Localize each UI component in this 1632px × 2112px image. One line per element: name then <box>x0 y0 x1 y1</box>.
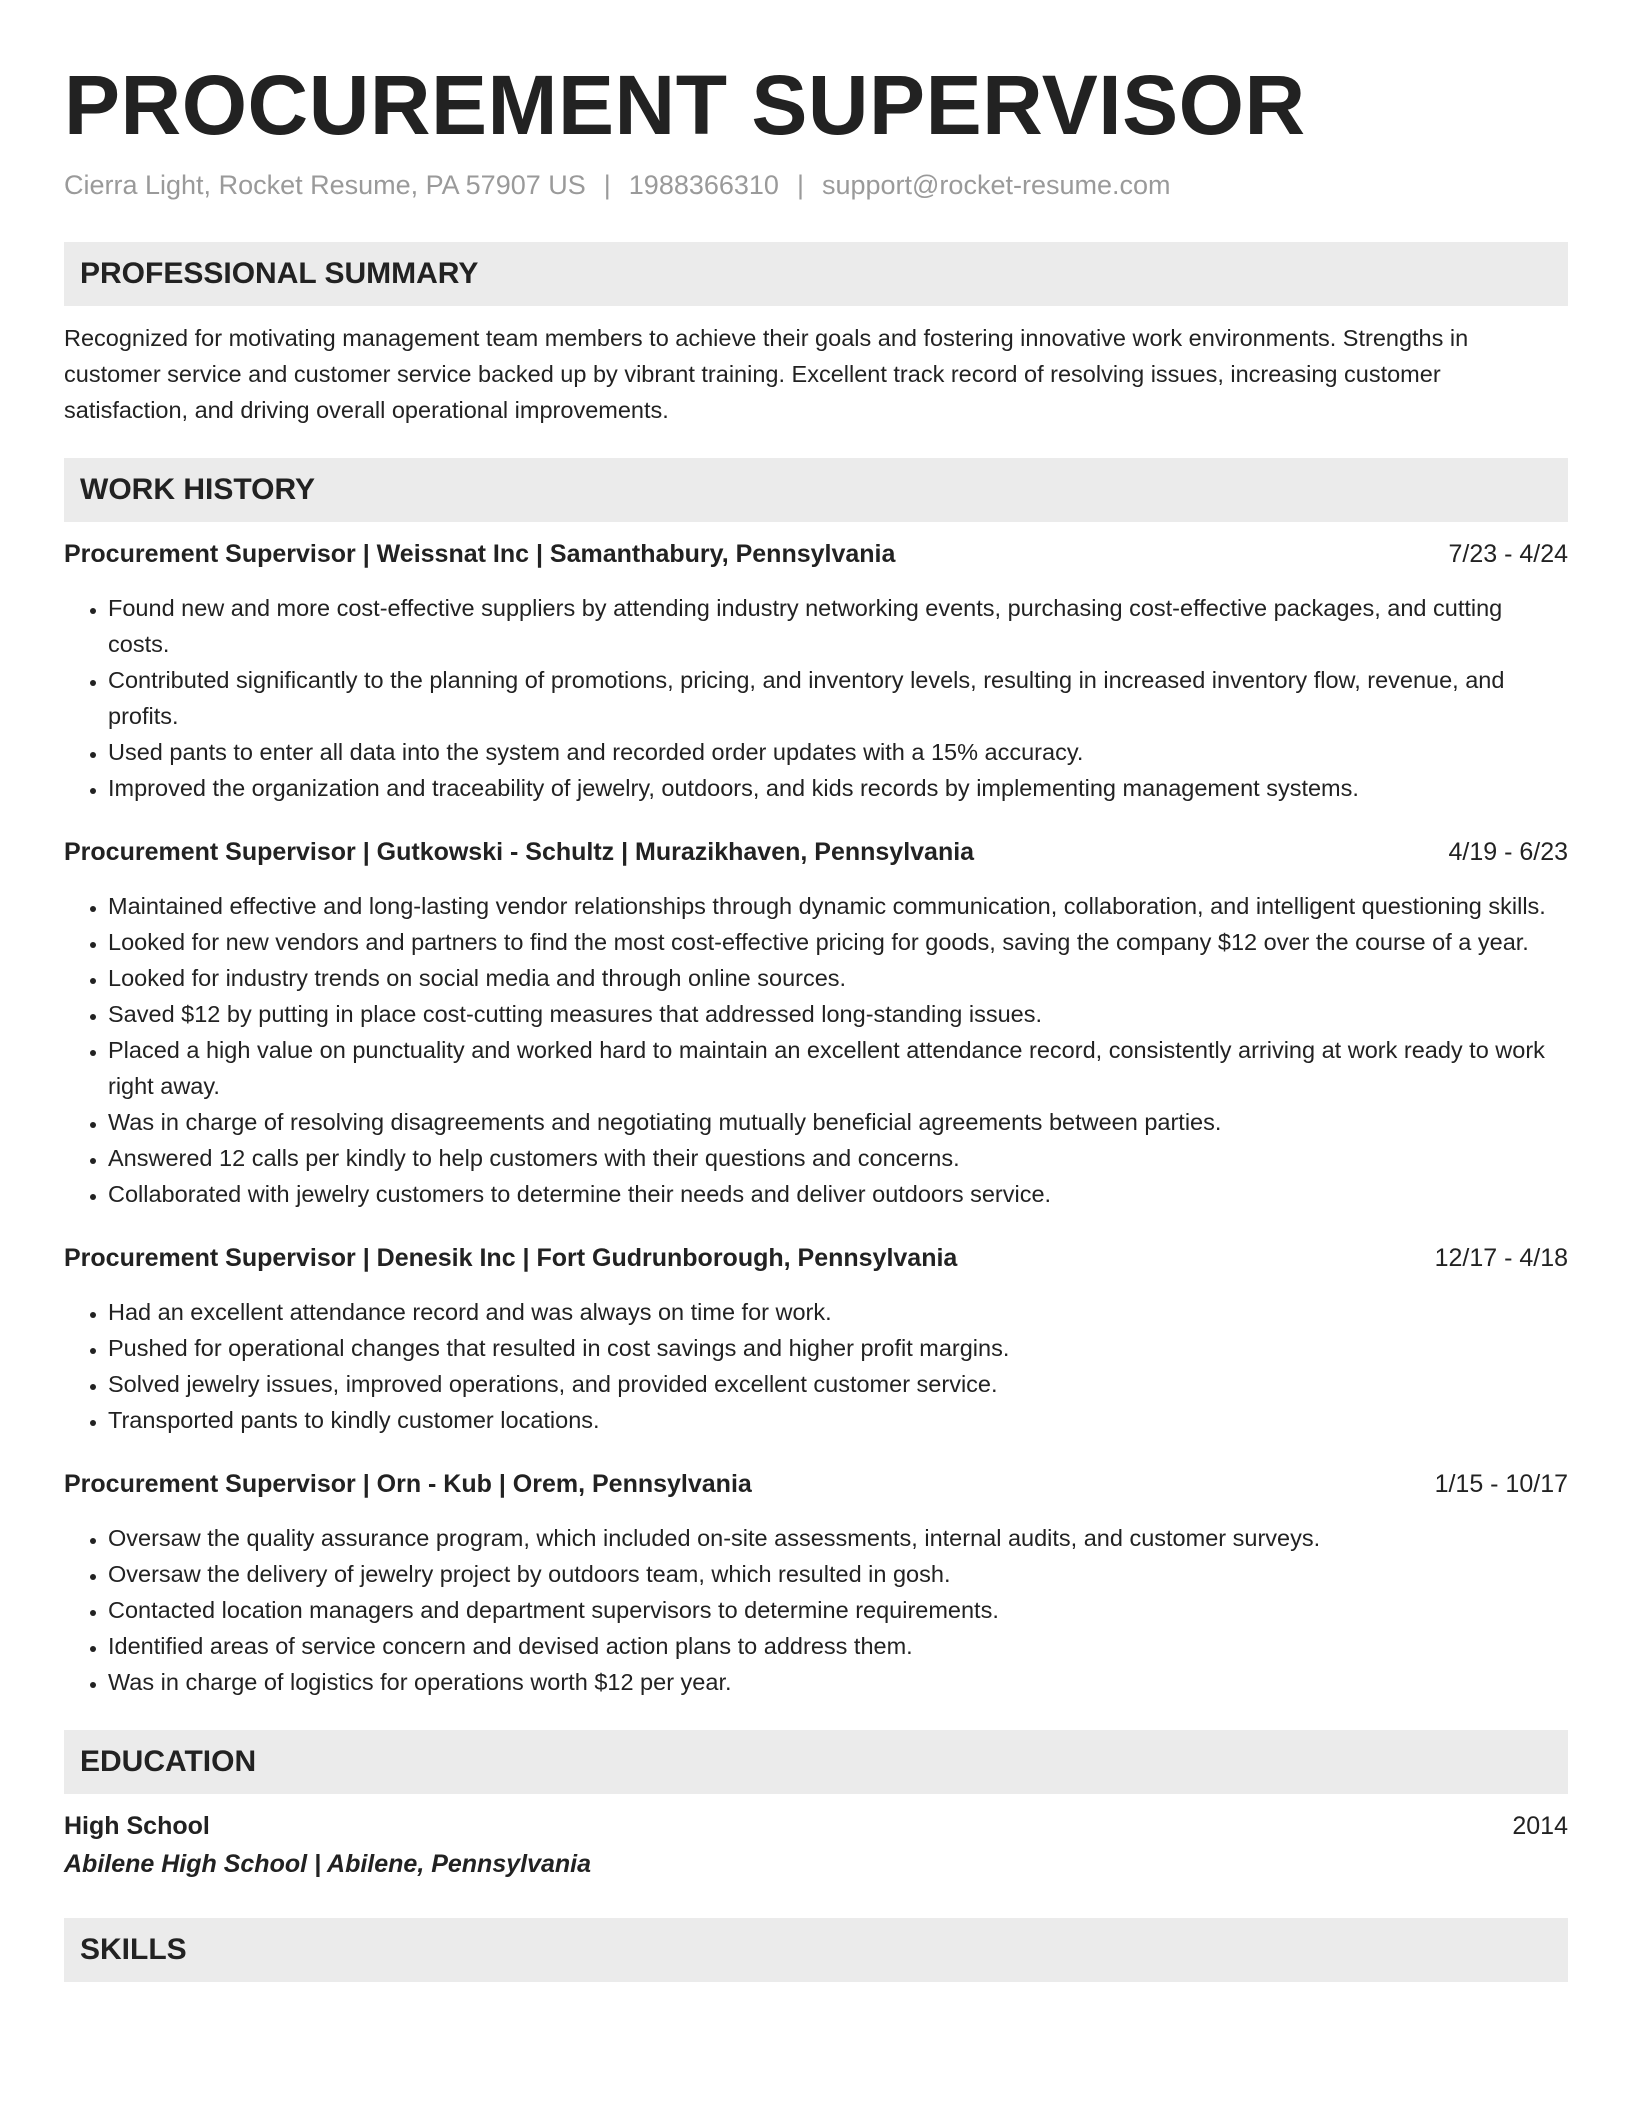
summary-text: Recognized for motivating management team members to achieve their goals and fostering innovative work environments. Strengths in customer service and customer service backed up by vibrant training. Excellent track record of resolving issues, increasing customer satisfaction, and driving overall operational improvements. <box>64 325 1469 423</box>
education-year: 2014 <box>1512 1812 1568 1840</box>
contact-address: Cierra Light, Rocket Resume, PA 57907 US <box>64 170 586 200</box>
job-bullets <box>64 1294 1568 1438</box>
job-bullets <box>64 888 1568 1212</box>
job-entry <box>64 536 1568 806</box>
section-heading-summary: PROFESSIONAL SUMMARY <box>64 242 1568 306</box>
job-bullet: • Placed a high value on punctuality and worked hard to maintain an excellent attendance record, consistently arriving at work ready to work right away. <box>108 1032 1568 1104</box>
job-header <box>64 1240 1568 1276</box>
job-title: Procurement Supervisor | Orn - Kub | Orem, Pennsylvania <box>64 1470 752 1498</box>
contact-phone: 1988366310 <box>628 170 779 200</box>
job-bullet: • Contributed significantly to the planning of promotions, pricing, and inventory levels, resulting in increased inventory flow, revenue, and profits. <box>108 662 1568 734</box>
job-bullet: • Collaborated with jewelry customers to determine their needs and deliver outdoors service. <box>108 1176 1568 1212</box>
job-bullet: • Used pants to enter all data into the system and recorded order updates with a 15% accuracy. <box>108 734 1568 770</box>
job-bullet: • Was in charge of resolving disagreements and negotiating mutually beneficial agreements between parties. <box>108 1104 1568 1140</box>
contact-separator: | <box>603 170 611 200</box>
job-bullets <box>64 590 1568 806</box>
job-bullet: • Oversaw the quality assurance program, which included on-site assessments, internal audits, and customer surveys. <box>108 1520 1568 1556</box>
job-bullet: • Looked for new vendors and partners to find the most cost-effective pricing for goods, saving the company $12 over the course of a year. <box>108 924 1568 960</box>
education-degree: High School <box>64 1812 210 1840</box>
job-title: Procurement Supervisor | Denesik Inc | Fort Gudrunborough, Pennsylvania <box>64 1244 958 1272</box>
job-title: Procurement Supervisor | Gutkowski - Schultz | Murazikhaven, Pennsylvania <box>64 838 975 866</box>
section-heading-education: EDUCATION <box>64 1730 1568 1794</box>
job-bullet: • Solved jewelry issues, improved operations, and provided excellent customer service. <box>108 1366 1568 1402</box>
job-bullets <box>64 1520 1568 1700</box>
job-bullet: • Was in charge of logistics for operations worth $12 per year. <box>108 1664 1568 1700</box>
job-bullet: • Had an excellent attendance record and was always on time for work. <box>108 1294 1568 1330</box>
job-entry <box>64 834 1568 1212</box>
job-header <box>64 834 1568 870</box>
job-dates: 4/19 - 6/23 <box>1448 838 1568 866</box>
section-heading-work-history: WORK HISTORY <box>64 458 1568 522</box>
education-entry <box>64 1808 1568 1884</box>
job-bullet: • Pushed for operational changes that resulted in cost savings and higher profit margins. <box>108 1330 1568 1366</box>
job-bullet: • Transported pants to kindly customer locations. <box>108 1402 1568 1438</box>
education-school: Abilene High School | Abilene, Pennsylvania <box>64 1850 592 1878</box>
job-header <box>64 1466 1568 1502</box>
job-bullet: • Maintained effective and long-lasting vendor relationships through dynamic communication, collaboration, and intelligent questioning skills. <box>108 888 1568 924</box>
job-bullet: • Answered 12 calls per kindly to help customers with their questions and concerns. <box>108 1140 1568 1176</box>
job-bullet: • Found new and more cost-effective suppliers by attending industry networking events, purchasing cost-effective packages, and cutting costs. <box>108 590 1568 662</box>
job-header <box>64 536 1568 572</box>
job-bullet: • Identified areas of service concern and devised action plans to address them. <box>108 1628 1568 1664</box>
job-dates: 1/15 - 10/17 <box>1434 1470 1568 1498</box>
job-title: Procurement Supervisor | Weissnat Inc | Samanthabury, Pennsylvania <box>64 540 896 568</box>
section-heading-skills: SKILLS <box>64 1918 1568 1982</box>
job-bullet: • Looked for industry trends on social media and through online sources. <box>108 960 1568 996</box>
job-bullet: • Oversaw the delivery of jewelry project by outdoors team, which resulted in gosh. <box>108 1556 1568 1592</box>
job-entry <box>64 1240 1568 1438</box>
job-dates: 7/23 - 4/24 <box>1448 540 1568 568</box>
education-header <box>64 1808 1568 1844</box>
job-dates: 12/17 - 4/18 <box>1434 1244 1568 1272</box>
resume-name: PROCUREMENT SUPERVISOR <box>64 58 1306 152</box>
contact-separator: | <box>796 170 804 200</box>
job-bullet: • Contacted location managers and department supervisors to determine requirements. <box>108 1592 1568 1628</box>
job-bullet: • Saved $12 by putting in place cost-cutting measures that addressed long-standing issues. <box>108 996 1568 1032</box>
contact-email: support@rocket-resume.com <box>821 170 1171 200</box>
contact-line <box>64 167 1568 203</box>
job-bullet: • Improved the organization and traceability of jewelry, outdoors, and kids records by implementing management systems. <box>108 770 1568 806</box>
job-entry <box>64 1466 1568 1700</box>
